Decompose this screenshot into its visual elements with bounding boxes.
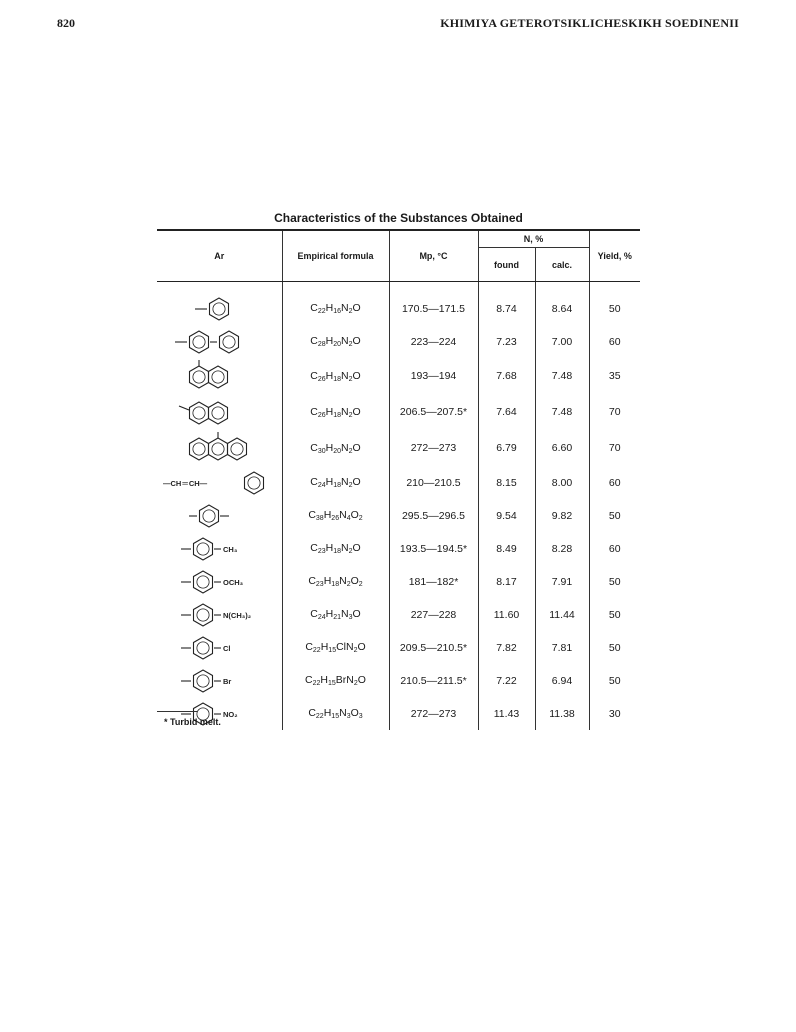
- cell-found: 6.79: [478, 430, 535, 466]
- cell-mp: 181—182*: [389, 565, 478, 598]
- ar-substituent-label: NO₂: [223, 709, 238, 719]
- para-bis-structure: [159, 502, 279, 530]
- cell-yield: 30: [608, 707, 621, 720]
- cell-formula: $C_{22}H_{15}BrN_2O$: [282, 664, 389, 697]
- col-n-group-header: N, %: [478, 230, 589, 248]
- table-caption: Characteristics of the Substances Obtained: [274, 211, 523, 225]
- table-row: [157, 697, 640, 730]
- cell-formula: $C_{24}H_{21}N_3O$: [282, 598, 389, 631]
- cell-calc: 7.91: [535, 565, 589, 598]
- cell-mp: 193.5—194.5*: [389, 532, 478, 565]
- cell-yield: 60: [608, 542, 621, 555]
- col-ar-header: Ar: [157, 230, 282, 282]
- col-found-header: found: [478, 248, 535, 282]
- cell-calc: 8.00: [535, 466, 589, 499]
- col-calc-header: calc.: [535, 248, 589, 282]
- cell-found: 9.54: [478, 499, 535, 532]
- cell-mp: 209.5—210.5*: [389, 631, 478, 664]
- cell-ar: [157, 631, 282, 664]
- biphenyl-structure: [159, 328, 279, 356]
- cell-formula: $C_{23}H_{18}N_2O$: [282, 532, 389, 565]
- cell-found: 7.68: [478, 358, 535, 394]
- results-table-container: [157, 229, 640, 730]
- table-row: [157, 282, 640, 326]
- table-row: [157, 631, 640, 664]
- cell-ar: [157, 358, 282, 394]
- cell-mp: 170.5—171.5: [389, 282, 478, 326]
- cell-ar: [157, 430, 282, 466]
- cell-formula: $C_{24}H_{18}N_2O$: [282, 466, 389, 499]
- cell-calc: 9.82: [535, 499, 589, 532]
- cell-calc: 11.38: [535, 697, 589, 730]
- table-row: [157, 598, 640, 631]
- sub-phenyl-structure: [159, 634, 279, 662]
- cell-found: 7.64: [478, 394, 535, 430]
- cell-formula: $C_{38}H_{26}N_4O_2$: [282, 499, 389, 532]
- cell-ar: [157, 532, 282, 565]
- cell-ar: [157, 664, 282, 697]
- cell-found: 8.17: [478, 565, 535, 598]
- cell-mp: 223—224: [389, 325, 478, 358]
- cell-calc: 8.64: [535, 282, 589, 326]
- table-row: [157, 466, 640, 499]
- cell-calc: 6.94: [535, 664, 589, 697]
- table-row: [157, 394, 640, 430]
- cell-mp: 295.5—296.5: [389, 499, 478, 532]
- table-row: [157, 430, 640, 466]
- cell-ar: [157, 282, 282, 326]
- cell-yield: 70: [608, 406, 621, 418]
- ar-substituent-label: OCH₃: [223, 577, 244, 587]
- cell-formula: $C_{23}H_{18}N_2O_2$: [282, 565, 389, 598]
- journal-title: KHIMIYA GETEROTSIKLICHESKIKH SOEDINENII: [440, 16, 739, 30]
- page-number: 820: [57, 16, 75, 30]
- cell-calc: 7.48: [535, 394, 589, 430]
- cell-yield: 50: [608, 674, 621, 687]
- cell-yield: 60: [608, 335, 621, 348]
- ar-substituent-label: —CH＝CH—: [163, 478, 208, 488]
- cell-calc: 7.48: [535, 358, 589, 394]
- cell-calc: 6.60: [535, 430, 589, 466]
- styryl-structure: [159, 469, 279, 497]
- cell-yield: 50: [608, 641, 621, 654]
- ar-substituent-label: CH₃: [223, 544, 238, 554]
- cell-found: 8.74: [478, 282, 535, 326]
- cell-mp: 193—194: [389, 358, 478, 394]
- sub-phenyl-structure: [159, 667, 279, 695]
- cell-ar: [157, 325, 282, 358]
- anthryl-structure: [159, 430, 279, 466]
- naphthyl-1-structure: [159, 358, 279, 394]
- cell-formula: $C_{22}H_{15}ClN_2O$: [282, 631, 389, 664]
- cell-mp: 272—273: [389, 430, 478, 466]
- cell-formula: $C_{30}H_{20}N_2O$: [282, 430, 389, 466]
- cell-formula: $C_{26}H_{18}N_2O$: [282, 394, 389, 430]
- cell-ar: [157, 499, 282, 532]
- table-row: [157, 532, 640, 565]
- cell-yield: 60: [608, 476, 621, 489]
- cell-found: 7.22: [478, 664, 535, 697]
- cell-mp: 227—228: [389, 598, 478, 631]
- cell-ar: [157, 565, 282, 598]
- table-row: [157, 664, 640, 697]
- table-row: [157, 358, 640, 394]
- cell-yield: 50: [608, 302, 621, 315]
- cell-formula: $C_{22}H_{15}N_3O_3$: [282, 697, 389, 730]
- cell-found: 11.43: [478, 697, 535, 730]
- cell-calc: 7.00: [535, 325, 589, 358]
- ar-substituent-label: Cl: [223, 643, 231, 653]
- cell-found: 11.60: [478, 598, 535, 631]
- cell-found: 8.49: [478, 532, 535, 565]
- table-body: [157, 282, 640, 731]
- results-table: [157, 229, 640, 730]
- cell-found: 8.15: [478, 466, 535, 499]
- cell-mp: 210—210.5: [389, 466, 478, 499]
- footnote: * Turbid melt.: [164, 717, 221, 727]
- cell-found: 7.82: [478, 631, 535, 664]
- cell-mp: 272—273: [389, 697, 478, 730]
- cell-yield: 70: [608, 442, 621, 454]
- col-yield-header: Yield, %: [589, 230, 640, 282]
- cell-formula: $C_{28}H_{20}N_2O$: [282, 325, 389, 358]
- sub-phenyl-structure: [159, 535, 279, 563]
- cell-calc: 7.81: [535, 631, 589, 664]
- sub-phenyl-structure: [159, 601, 279, 629]
- ar-substituent-label: Br: [223, 676, 232, 686]
- cell-ar: [157, 394, 282, 430]
- cell-formula: $C_{22}H_{16}N_2O$: [282, 282, 389, 326]
- phenyl-structure: [159, 295, 279, 323]
- cell-calc: 8.28: [535, 532, 589, 565]
- table-row: [157, 499, 640, 532]
- cell-yield: 50: [608, 509, 621, 522]
- cell-calc: 11.44: [535, 598, 589, 631]
- cell-yield: 50: [608, 608, 621, 621]
- ar-substituent-label: N(CH₃)₂: [223, 610, 252, 620]
- table-row: [157, 325, 640, 358]
- footnote-rule: [157, 711, 197, 712]
- cell-ar: [157, 466, 282, 499]
- sub-phenyl-structure: [159, 568, 279, 596]
- cell-mp: 210.5—211.5*: [389, 664, 478, 697]
- naphthyl-2-structure: [159, 394, 279, 430]
- col-mp-header: Mp, °C: [389, 230, 478, 282]
- cell-formula: $C_{26}H_{18}N_2O$: [282, 358, 389, 394]
- col-formula-header: Empirical formula: [282, 230, 389, 282]
- table-row: [157, 565, 640, 598]
- cell-yield: 35: [608, 370, 621, 382]
- cell-ar: [157, 598, 282, 631]
- cell-yield: 50: [608, 575, 621, 588]
- cell-mp: 206.5—207.5*: [389, 394, 478, 430]
- cell-found: 7.23: [478, 325, 535, 358]
